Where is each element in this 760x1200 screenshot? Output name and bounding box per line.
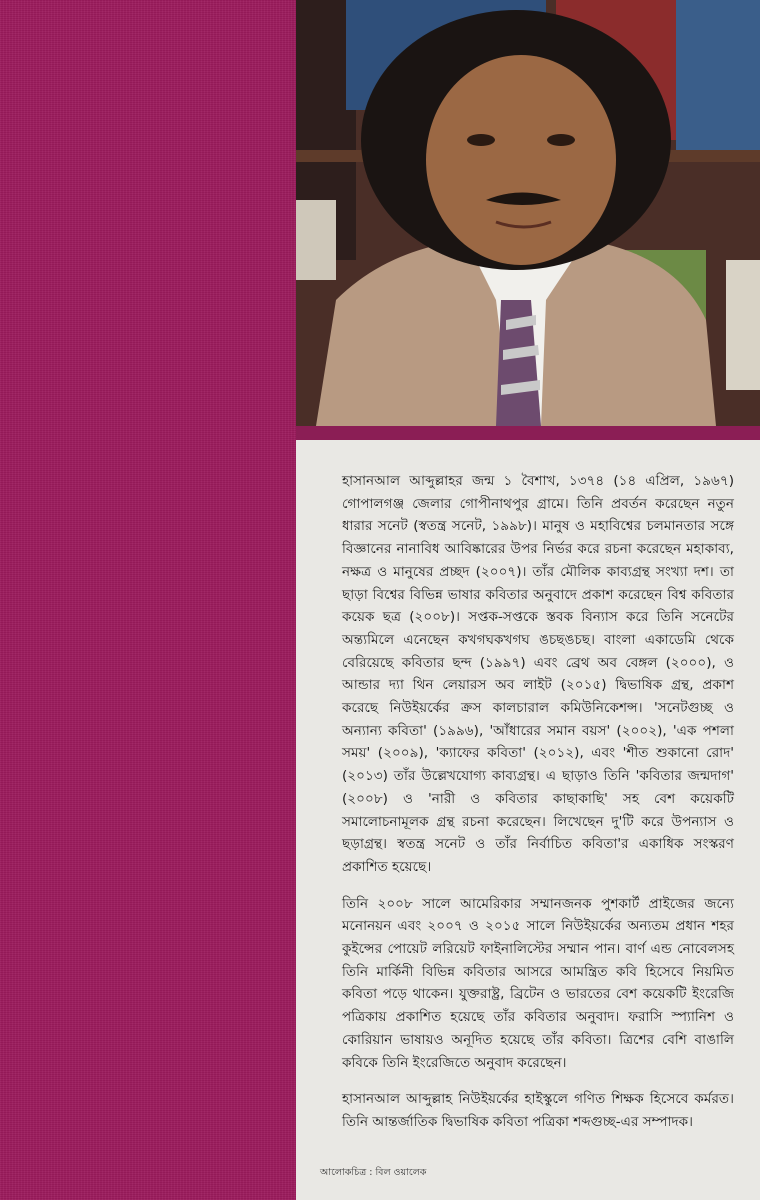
- cloth-spine-panel: [0, 0, 296, 1200]
- author-bio-panel: [296, 440, 760, 1200]
- author-portrait: [296, 0, 760, 426]
- magenta-divider-band: [296, 426, 760, 440]
- bio-paragraph-2: তিনি ২০০৮ সালে আমেরিকার সম্মানজনক পুশকার্ট প্রাইজের জন্যে মনোনয়ন এবং ২০০৭ ও ২০১৫ সালে নিউইয়র্কের অন্যতম প্রধান শহর কুইন্সের পোয়েট লরিয়েট ফাইনালিস্টের সম্মান পান। বার্ণ এন্ড নোবেলসহ তিনি মার্কিনী বিভিন্ন কবিতার আসরে আমন্ত্রিত কবি হিসেবে নিয়মিত কবিতা পড়ে থাকেন। যুক্তরাষ্ট্র, ব্রিটেন ও ভারতের বেশ কয়েকটি ইংরেজি পত্রিকায় প্রকাশিত হয়েছে তাঁর কবিতার অনুবাদ। ফরাসি স্প্যানিশ ও কোরিয়ান ভাষায়ও অনূদিত হয়েছে তাঁর কবিতা। ত্রিশের বেশি বাঙালি কবিকে তিনি ইংরেজিতে অনুবাদ করেছেন।: [342, 895, 734, 1071]
- bio-paragraph-1: হাসানআল আব্দুল্লাহর জন্ম ১ বৈশাখ, ১৩৭৪ (১৪ এপ্রিল, ১৯৬৭) গোপালগঞ্জ জেলার গোপীনাথপুর গ্রামে। তিনি প্রবর্তন করেছেন নতুন ধারার সনেট (স্বতন্ত্র সনেট, ১৯৯৮)। মানুষ ও মহাবিশ্বের চলমানতার সঙ্গে বিজ্ঞানের নানাবিধ আবিষ্কারের উপর নির্ভর করে রচনা করেছেন মহাকাব্য, নক্ষত্র ও মানুষের প্রচ্ছদ (২০০৭)। তাঁর মৌলিক কাব্যগ্রন্থ সংখ্যা দশ। তা ছাড়া বিশ্বের বিভিন্ন ভাষার কবিতার অনুবাদে প্রকাশ করেছেন বিশ্ব কবিতার কয়েক ছত্র (২০০৮)। সপ্তক-সপ্তকে স্তবক বিন্যাস করে তিনি সনেটের অন্ত্যমিলে এনেছেন কখগঘকখগঘ ঙচছঙচছ। বাংলা একাডেমি থেকে বেরিয়েছে কবিতার ছন্দ (১৯৯৭) এবং ব্রেথ অব বেঙ্গল (২০০০), ও আন্ডার দ্যা থিন লেয়ারস অব লাইট (২০১৫) দ্বিভাষিক গ্রন্থ, প্রকাশ করেছে নিউইয়র্কের ক্রস কালচারাল কমিউনিকেশন্স। 'সনেটগুচ্ছ ও অন্যান্য কবিতা' (১৯৯৬), 'আঁধারের সমান বয়স' (২০০২), 'এক পশলা সময়' (২০০৯), 'ক্যাফের কবিতা' (২০১২), এবং 'শীত শুকানো রোদ' (২০১৩) তাঁর উল্লেখযোগ্য কাব্যগ্রন্থ। এ ছাড়াও তিনি 'কবিতার জন্মদাগ' (২০০৮) ও 'নারী ও কবিতার কাছাকাছি' সহ বেশ কয়েকটি সমালোচনামূলক গ্রন্থ রচনা করেছেন। লিখেছেন দু'টি করে উপন্যাস ও ছড়াগ্রন্থ। স্বতন্ত্র সনেট ও তাঁর নির্বাচিত কবিতা'র একাধিক সংস্করণ প্রকাশিত হয়েছে।: [342, 473, 734, 875]
- portrait-illustration: [296, 0, 760, 426]
- photo-credit: আলোকচিত্র : বিল ওয়ালেক: [320, 1167, 427, 1178]
- bio-paragraph-3: হাসানআল আব্দুল্লাহ নিউইয়র্কের হাইস্কুলে গণিত শিক্ষক হিসেবে কর্মরত। তিনি আন্তর্জাতিক দ্বিভাষিক কবিতা পত্রিকা শব্দগুচ্ছ-এর সম্পাদক।: [342, 1091, 734, 1130]
